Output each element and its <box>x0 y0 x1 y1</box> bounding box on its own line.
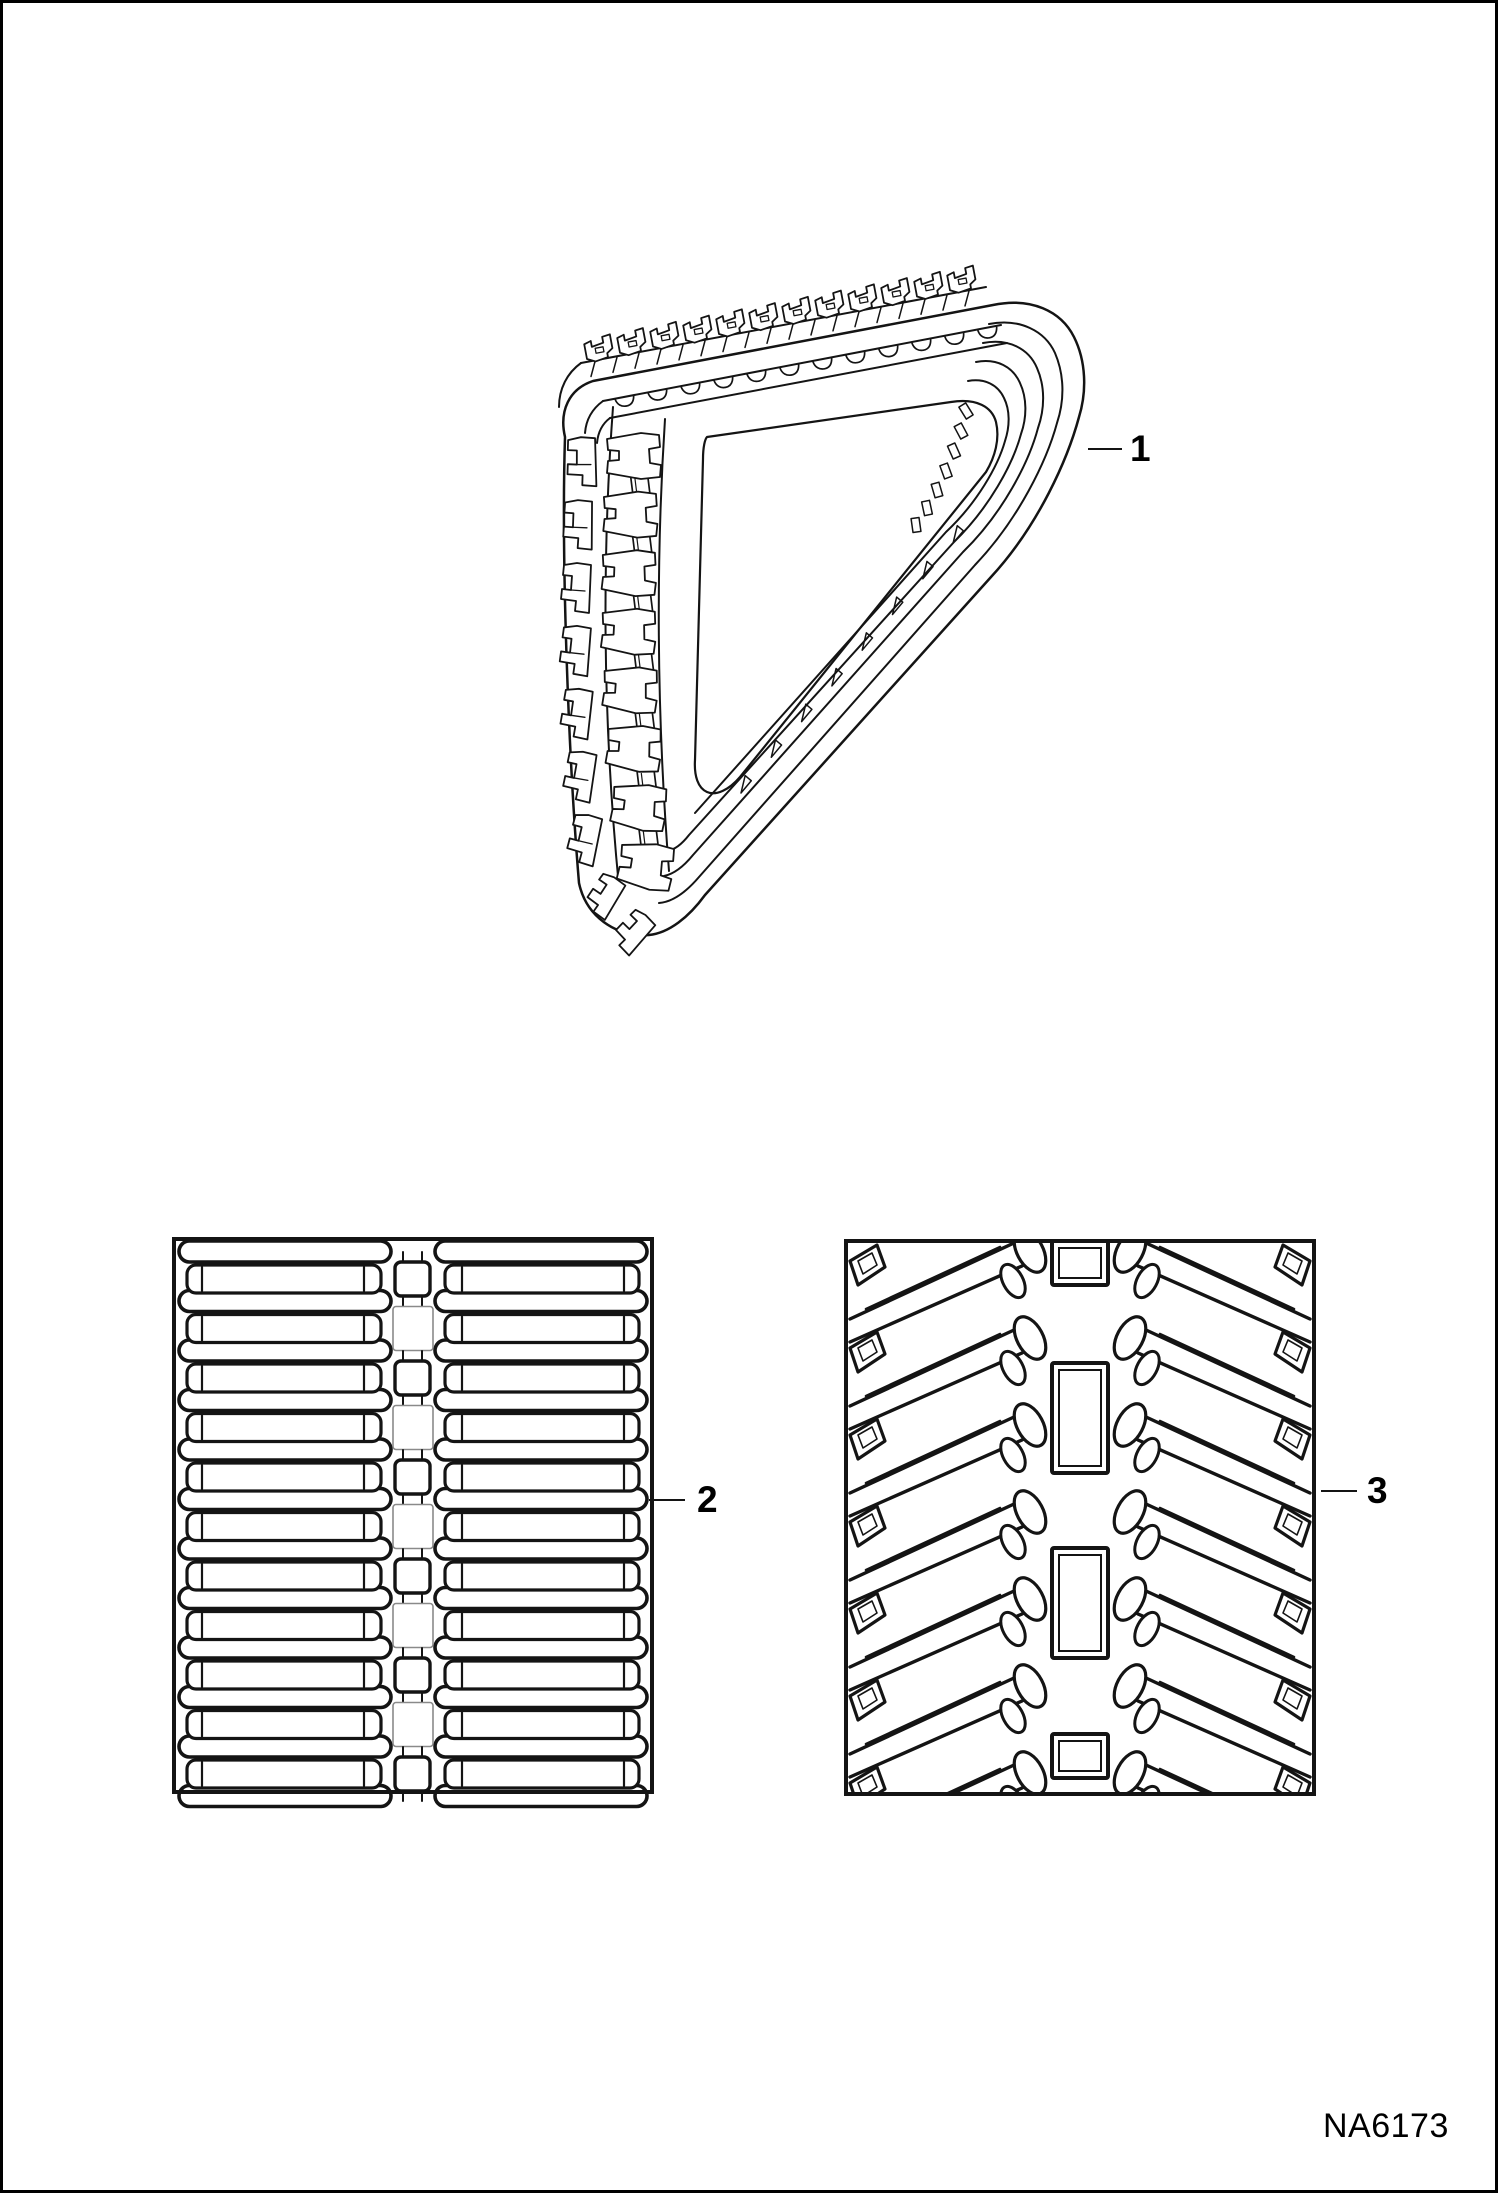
tread-center-guide-window <box>1052 1548 1108 1658</box>
tread-straight-rows <box>179 1241 647 1807</box>
track-rail-tick <box>657 349 661 364</box>
tread-bar-flat-left <box>187 1315 381 1343</box>
tread-bar-flat-right <box>445 1562 639 1590</box>
tread-center-guide-window <box>1052 1363 1108 1473</box>
tread-bar-flat-right <box>445 1711 639 1739</box>
tread-bar-flat-left <box>187 1661 381 1689</box>
track-rail-tick <box>899 303 903 318</box>
line-art-path <box>1160 1247 1294 1309</box>
line-art-path <box>866 1682 1000 1744</box>
line-art-path <box>1160 1595 1294 1657</box>
tread-chevron-lug <box>850 1834 1052 1951</box>
tread-bar-flat-right <box>445 1364 639 1392</box>
tread-center-block <box>395 1658 430 1692</box>
tread-center-window <box>393 1604 433 1648</box>
track-rail-tick <box>965 291 969 306</box>
tread-bar-flat-right <box>445 1760 639 1788</box>
tread-chevron-tip <box>1108 1834 1153 1887</box>
tread-bar-flat-right <box>445 1661 639 1689</box>
track-rail-tick <box>833 316 837 331</box>
tread-center-block <box>395 1559 430 1593</box>
track-rail-tick <box>943 295 947 310</box>
tread-bar-flat-right <box>445 1315 639 1343</box>
tread-center-block <box>395 1460 430 1494</box>
track-edge-lug <box>559 688 592 740</box>
track-rail-tick <box>745 332 749 347</box>
track-rail-tick <box>921 299 925 314</box>
line-art-path <box>1138 1788 1310 1864</box>
line-art-path <box>1283 1862 1302 1883</box>
tread-bar-flat-right <box>445 1463 639 1491</box>
track-rail-tick <box>789 324 793 339</box>
tread-bar-flat-left <box>187 1760 381 1788</box>
tread-chevron-right-half <box>1108 1225 1310 1951</box>
line-art-path <box>1022 1868 1035 1875</box>
track-rail-tick <box>811 320 815 335</box>
tread-bar-capsule-right <box>435 1241 647 1262</box>
callout-3-label: 3 <box>1367 1470 1388 1511</box>
tread-center-block <box>395 1757 430 1791</box>
tread-bar-capsule-left <box>179 1241 391 1262</box>
line-art-path <box>850 1788 1022 1864</box>
track-rail-tick <box>723 337 727 352</box>
line-art-path <box>866 1595 1000 1657</box>
track-edge-lug <box>562 750 597 803</box>
callout-3-leader-line <box>1321 1490 1357 1492</box>
tread-bar-flat-left <box>187 1711 381 1739</box>
line-art-path <box>562 750 597 803</box>
tread-bar-flat-left <box>187 1513 381 1541</box>
line-art-path <box>858 1862 877 1883</box>
tread-chevron-tip <box>1008 1834 1053 1887</box>
callout-1-leader-line <box>1088 448 1122 450</box>
tread-border-diamond <box>850 1245 885 1285</box>
tread-center-block <box>395 1262 430 1296</box>
drawing-code: NA6173 <box>1323 2107 1449 2145</box>
tread-bar-flat-left <box>187 1364 381 1392</box>
tread-bar-flat-left <box>187 1414 381 1442</box>
track-rail-tick <box>679 345 683 360</box>
tread-pattern-straight-figure <box>172 1237 654 1794</box>
tread-center-window <box>393 1703 433 1747</box>
line-art-path <box>866 1508 1000 1570</box>
track-rail-tick <box>635 353 639 368</box>
line-art-path <box>1160 1334 1294 1396</box>
tread-border-diamond <box>850 1854 885 1894</box>
track-rail-tick <box>701 341 705 356</box>
callout-2-leader-line <box>649 1499 685 1501</box>
track-rail-tick <box>591 362 595 377</box>
tread-bar-flat-left <box>187 1463 381 1491</box>
tread-bar-flat-right <box>445 1612 639 1640</box>
track-rail-tick <box>855 312 859 327</box>
tread-chevron-tip <box>996 1869 1031 1910</box>
tread-pattern-chevron-figure <box>844 1239 1316 1796</box>
tread-chevron-lug <box>1108 1834 1310 1951</box>
track-rail-tick <box>877 308 881 323</box>
tread-chevron-left-half <box>850 1225 1052 1951</box>
line-art-path <box>1138 1875 1310 1951</box>
line-art-path <box>1160 1682 1294 1744</box>
tread-center-window <box>393 1406 433 1450</box>
rubber-track-isometric-figure <box>541 291 1105 955</box>
tread-chevron-tip <box>1130 1869 1165 1910</box>
track-edge-lug <box>559 625 591 676</box>
line-art-path <box>1160 1769 1294 1831</box>
line-art-path <box>559 688 592 740</box>
tread-center-block <box>395 1361 430 1395</box>
tread-bar-flat-left <box>187 1612 381 1640</box>
tread-bar-flat-right <box>445 1414 639 1442</box>
line-art-path <box>866 1856 1000 1918</box>
tread-center-window <box>393 1505 433 1549</box>
line-art-path <box>850 1875 1022 1951</box>
tread-bar-flat-left <box>187 1562 381 1590</box>
callout-2-label: 2 <box>697 1479 718 1520</box>
line-art-path <box>1160 1508 1294 1570</box>
line-art-path <box>1160 1856 1294 1918</box>
tread-bar-flat-left <box>187 1265 381 1293</box>
line-art-path <box>1160 1421 1294 1483</box>
tread-bar-flat-right <box>445 1513 639 1541</box>
tread-center-window <box>393 1307 433 1351</box>
tread-border-diamond <box>1275 1245 1310 1285</box>
line-art-path <box>559 625 591 676</box>
line-art-path <box>866 1334 1000 1396</box>
tread-panel-border <box>846 1241 1314 1794</box>
callout-1-label: 1 <box>1130 428 1151 469</box>
line-art-path <box>866 1247 1000 1309</box>
line-art-path <box>850 1852 1014 1928</box>
track-rail-tick <box>767 328 771 343</box>
line-art-path <box>1132 1844 1146 1852</box>
line-art-path <box>866 1769 1000 1831</box>
line-art-path <box>1125 1868 1138 1875</box>
tread-border-diamond <box>1275 1854 1310 1894</box>
line-art-path <box>1146 1852 1310 1928</box>
line-art-path <box>1014 1844 1028 1852</box>
line-art-path <box>866 1421 1000 1483</box>
track-rail-tick <box>613 357 617 372</box>
tread-bar-flat-right <box>445 1265 639 1293</box>
